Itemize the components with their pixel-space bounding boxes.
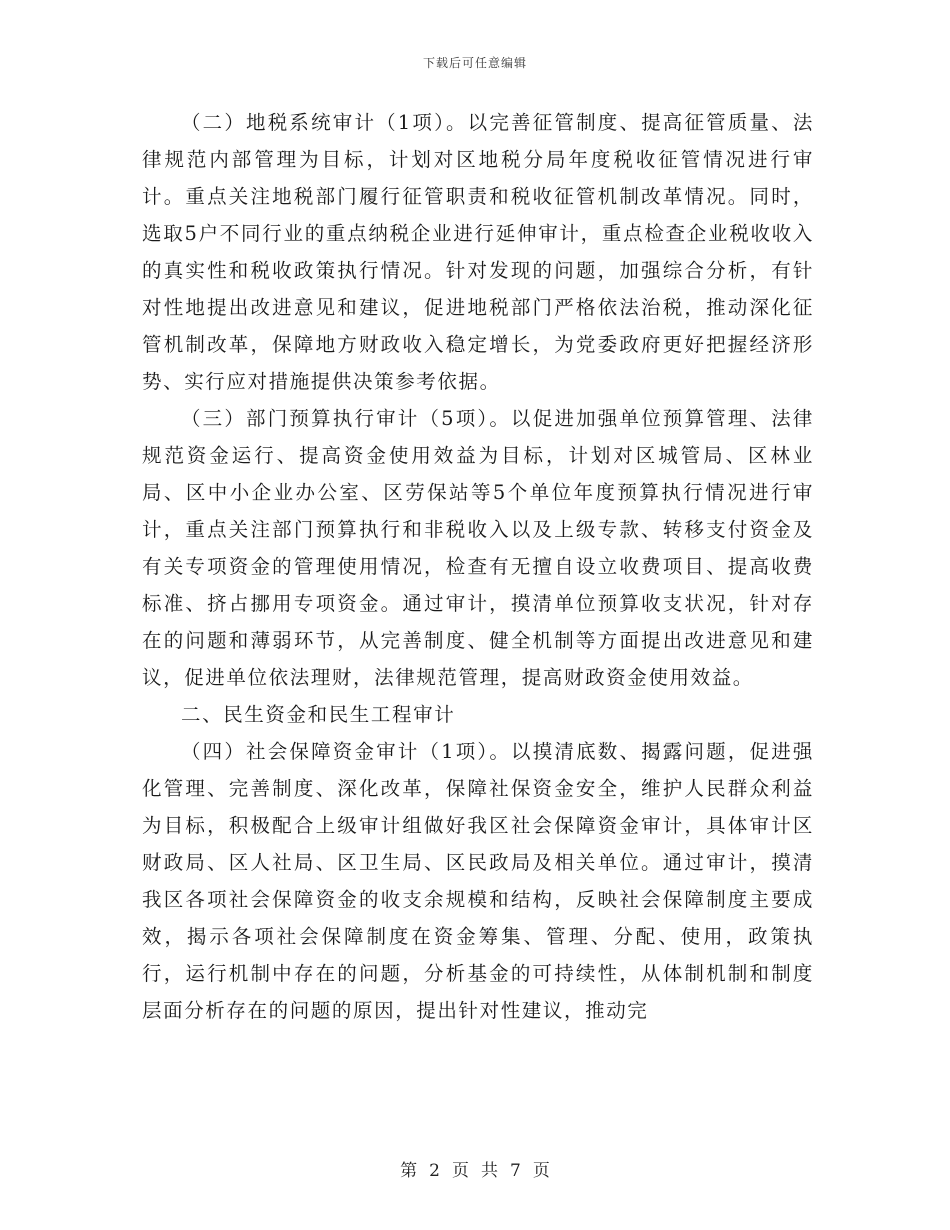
page-header: 下载后可任意编辑 — [422, 56, 527, 70]
page-footer — [0, 1156, 950, 1181]
footer-gong: 共 — [481, 1161, 498, 1181]
total-page-number: 7 — [510, 1161, 521, 1181]
document-body — [142, 104, 814, 1029]
section-heading-livelihood-audit: 二、民生资金和民生工程审计 — [181, 703, 456, 726]
footer-ye2: 页 — [532, 1161, 550, 1181]
paragraph-social-security-audit: （四）社会保障资金审计（1项）。以摸清底数、揭露问题，促进强化管理、完善制度、深化改革，保障社保资金安全，维护人民群众利益为目标，积极配合上级审计组做好我区社会保障资金审计，具体审计区财政局、区人社局、区卫生局、区民政局及相关单位。通过审计，摸清我区各项社会保障资金的收支余规模和结构，反映社会保障制度主要成效，揭示各项社会保障制度在资金筹集、管理、分配、使用，政策执行，运行机制中存在的问题，分析基金的可持续性，从体制机制和制度层面分析存在的问题的原因，提出针对性建议，推动完 — [142, 740, 814, 1022]
paragraph-local-tax-audit: （二）地税系统审计（1项）。以完善征管制度、提高征管质量、法律规范内部管理为目标，计划对区地税分局年度税收征管情况进行审计。重点关注地税部门履行征管职责和税收征管机制改革情况。同时，选取5户不同行业的重点纳税企业进行延伸审计，重点检查企业税收收入的真实性和税收政策执行情况。针对发现的问题，加强综合分析，有针对性地提出改进意见和建议，促进地税部门严格依法治税，推动深化征管机制改革，保障地方财政收入稳定增长，为党委政府更好把握经济形势、实行应对措施提供决策参考依据。 — [142, 111, 814, 393]
footer-ye: 页 — [452, 1161, 469, 1181]
paragraph-department-budget-audit: （三）部门预算执行审计（5项）。以促进加强单位预算管理、法律规范资金运行、提高资金使用效益为目标，计划对区城管局、区林业局、区中小企业办公室、区劳保站等5个单位年度预算执行情况进行审计，重点关注部门预算执行和非税收入以及上级专款、转移支付资金及有关专项资金的管理使用情况，检查有无擅自设立收费项目、提高收费标准、挤占挪用专项资金。通过审计，摸清单位预算收支状况，针对存在的问题和薄弱环节，从完善制度、健全机制等方面提出改进意见和建议，促进单位依法理财，法律规范管理，提高财政资金使用效益。 — [142, 407, 814, 689]
footer-di: 第 — [400, 1161, 418, 1181]
current-page-number: 2 — [429, 1161, 440, 1181]
